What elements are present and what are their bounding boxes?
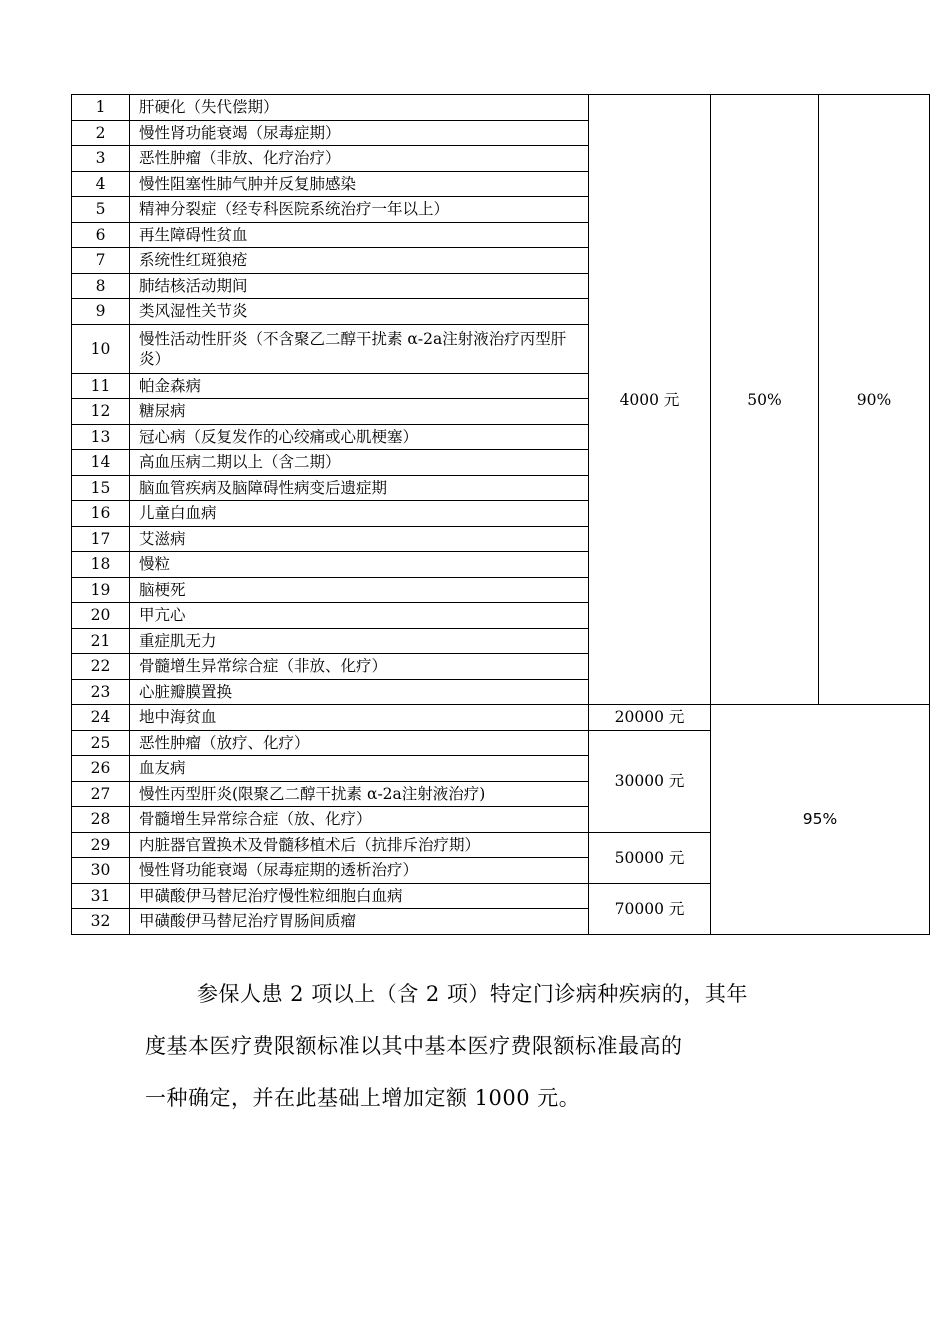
rate-cell-group-b: 95% (711, 705, 930, 935)
disease-name: 骨髓增生异常综合症（放、化疗） (130, 807, 589, 833)
disease-name: 甲磺酸伊马替尼治疗慢性粒细胞白血病 (130, 883, 589, 909)
disease-name: 甲亢心 (130, 603, 589, 629)
disease-name: 高血压病二期以上（含二期） (130, 450, 589, 476)
limit-cell-24: 20000 元 (589, 705, 711, 731)
disease-name: 慢性肾功能衰竭（尿毒症期的透析治疗） (130, 858, 589, 884)
row-number: 30 (72, 858, 130, 884)
disease-name: 系统性红斑狼疮 (130, 248, 589, 274)
row-number: 18 (72, 552, 130, 578)
disease-name: 骨髓增生异常综合症（非放、化疗） (130, 654, 589, 680)
rate-cell-group-a-1: 50% (711, 95, 819, 705)
disease-name: 心脏瓣膜置换 (130, 679, 589, 705)
note-line-3: 一种确定，并在此基础上增加定额 1000 元。 (145, 1086, 581, 1110)
row-number: 10 (72, 324, 130, 373)
disease-name: 脑梗死 (130, 577, 589, 603)
row-number: 21 (72, 628, 130, 654)
row-number: 28 (72, 807, 130, 833)
limit-cell-31-32: 70000 元 (589, 883, 711, 934)
disease-name: 帕金森病 (130, 373, 589, 399)
row-number: 6 (72, 222, 130, 248)
row-number: 12 (72, 399, 130, 425)
row-number: 23 (72, 679, 130, 705)
disease-name: 慢性阻塞性肺气肿并反复肺感染 (130, 171, 589, 197)
note-paragraph (145, 968, 865, 1124)
disease-name: 艾滋病 (130, 526, 589, 552)
disease-name: 糖尿病 (130, 399, 589, 425)
note-line-1: 参保人患 2 项以上（含 2 项）特定门诊病种疾病的，其年 (197, 982, 748, 1006)
row-number: 11 (72, 373, 130, 399)
row-number: 32 (72, 909, 130, 935)
row-number: 1 (72, 95, 130, 121)
row-number: 7 (72, 248, 130, 274)
row-number: 19 (72, 577, 130, 603)
table-row (72, 705, 930, 731)
disease-name: 类风湿性关节炎 (130, 299, 589, 325)
row-number: 4 (72, 171, 130, 197)
row-number: 26 (72, 756, 130, 782)
row-number: 20 (72, 603, 130, 629)
row-number: 24 (72, 705, 130, 731)
disease-name: 慢性活动性肝炎（不含聚乙二醇干扰素 α-2a注射液治疗丙型肝炎） (130, 324, 589, 373)
row-number: 22 (72, 654, 130, 680)
disease-name: 肝硬化（失代偿期） (130, 95, 589, 121)
row-number: 16 (72, 501, 130, 527)
limit-cell-group-a: 4000 元 (589, 95, 711, 705)
disease-name: 慢性丙型肝炎(限聚乙二醇干扰素 α-2a注射液治疗) (130, 781, 589, 807)
disease-name: 甲磺酸伊马替尼治疗胃肠间质瘤 (130, 909, 589, 935)
row-number: 27 (72, 781, 130, 807)
disease-name: 重症肌无力 (130, 628, 589, 654)
row-number: 5 (72, 197, 130, 223)
row-number: 14 (72, 450, 130, 476)
disease-name: 精神分裂症（经专科医院系统治疗一年以上） (130, 197, 589, 223)
disease-name: 血友病 (130, 756, 589, 782)
disease-limit-table (71, 94, 930, 935)
disease-name: 慢性肾功能衰竭（尿毒症期） (130, 120, 589, 146)
table-row (72, 95, 930, 121)
row-number: 25 (72, 730, 130, 756)
disease-name: 地中海贫血 (130, 705, 589, 731)
row-number: 2 (72, 120, 130, 146)
disease-name: 恶性肿瘤（放疗、化疗） (130, 730, 589, 756)
disease-name: 脑血管疾病及脑障碍性病变后遗症期 (130, 475, 589, 501)
row-number: 17 (72, 526, 130, 552)
limit-cell-29-30: 50000 元 (589, 832, 711, 883)
disease-name: 内脏器官置换术及骨髓移植术后（抗排斥治疗期） (130, 832, 589, 858)
limit-cell-25-28: 30000 元 (589, 730, 711, 832)
disease-name: 冠心病（反复发作的心绞痛或心肌梗塞） (130, 424, 589, 450)
disease-name: 再生障碍性贫血 (130, 222, 589, 248)
row-number: 3 (72, 146, 130, 172)
disease-name: 儿童白血病 (130, 501, 589, 527)
row-number: 9 (72, 299, 130, 325)
row-number: 13 (72, 424, 130, 450)
row-number: 31 (72, 883, 130, 909)
row-number: 15 (72, 475, 130, 501)
disease-name: 肺结核活动期间 (130, 273, 589, 299)
row-number: 8 (72, 273, 130, 299)
note-line-2: 度基本医疗费限额标准以其中基本医疗费限额标准最高的 (145, 1034, 683, 1058)
disease-name: 恶性肿瘤（非放、化疗治疗） (130, 146, 589, 172)
disease-name: 慢粒 (130, 552, 589, 578)
rate-cell-group-a-2: 90% (819, 95, 930, 705)
row-number: 29 (72, 832, 130, 858)
